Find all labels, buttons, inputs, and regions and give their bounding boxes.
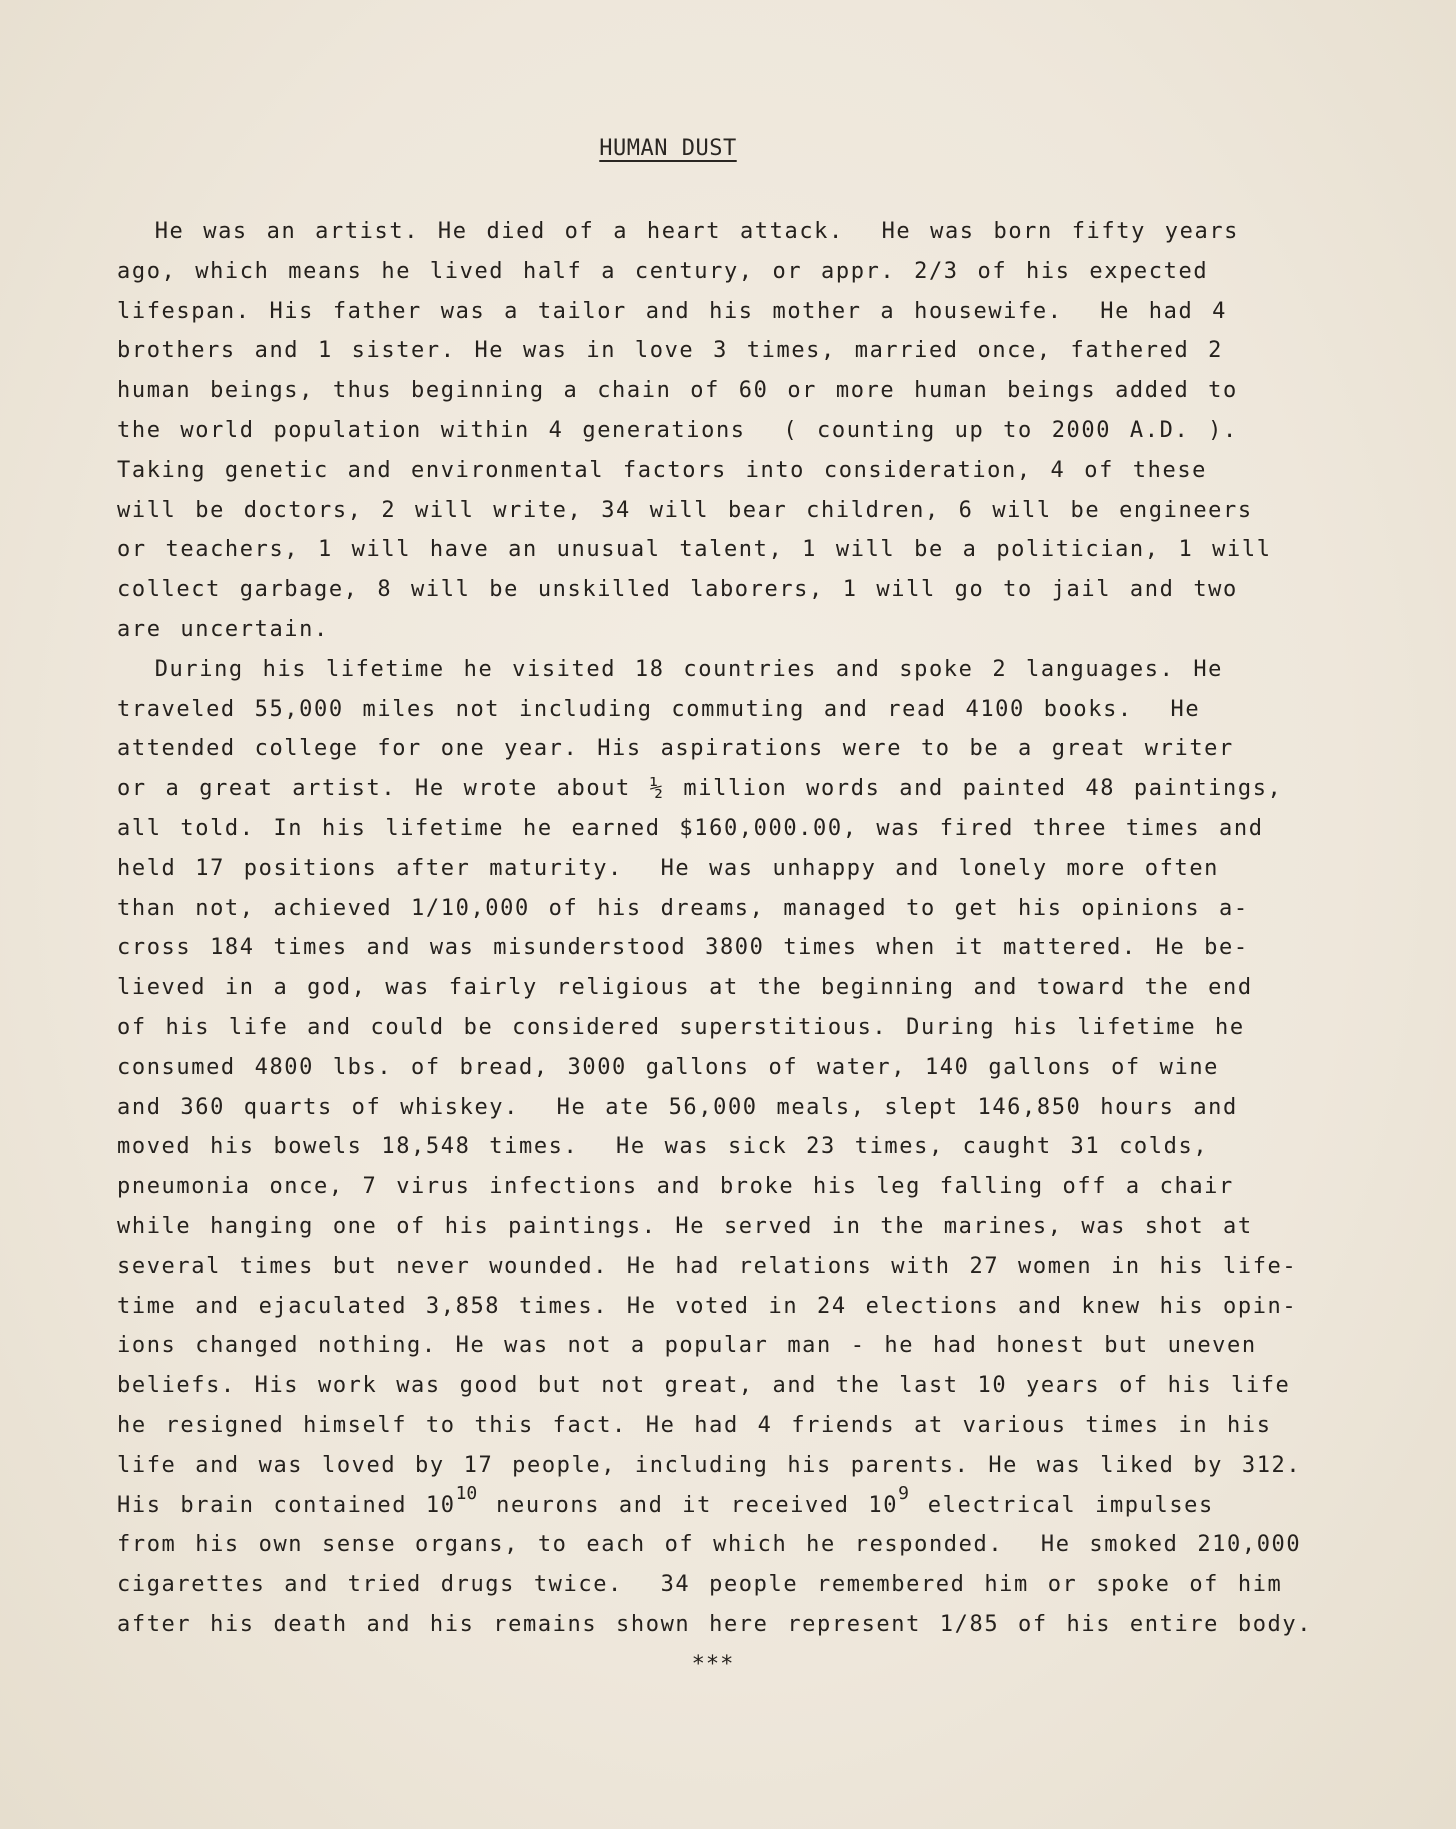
brain-text-a: His brain contained 10 [117, 1492, 456, 1518]
text-line: and 360 quarts of whiskey. He ate 56,000 meals, slept 146,850 hours and [117, 1094, 1238, 1120]
text-line: time and ejaculated 3,858 times. He voted in 24 elections and knew his opin- [117, 1293, 1298, 1319]
text-line: consumed 4800 lbs. of bread, 3000 gallons of water, 140 gallons of wine [117, 1054, 1220, 1080]
text-line: pneumonia once, 7 virus infections and broke his leg falling off a chair [117, 1174, 1234, 1200]
text-line: cigarettes and tried drugs twice. 34 people remembered him or spoke of him [117, 1572, 1283, 1598]
superscript-neurons-exponent: 10 [455, 1482, 478, 1504]
text-line: brothers and 1 sister. He was in love 3 times, married once, fathered 2 [117, 338, 1224, 364]
text-line: of his life and could be considered superstitious. During his lifetime he [117, 1014, 1245, 1040]
text-line: lifespan. His father was a tailor and his mother a housewife. He had 4 [117, 298, 1228, 324]
text-line: after his death and his remains shown here represent 1/85 of his entire body. [117, 1611, 1313, 1637]
text-line: than not, achieved 1/10,000 of his dreams, managed to get his opinions a- [117, 895, 1249, 921]
text-line: he resigned himself to this fact. He had 4 friends at various times in his [117, 1412, 1272, 1438]
text-line: moved his bowels 18,548 times. He was sick 23 times, caught 31 colds, [117, 1134, 1209, 1160]
text-line: beliefs. His work was good but not great, and the last 10 years of his life [117, 1373, 1291, 1399]
document-title-text: HUMAN DUST [599, 136, 737, 161]
text-line: life and was loved by 17 people, including his parents. He was liked by 312. [117, 1452, 1302, 1478]
text-line: or teachers, 1 will have an unusual talent, 1 will be a politician, 1 will [117, 537, 1272, 563]
text-line: several times but never wounded. He had relations with 27 women in his life- [117, 1253, 1298, 1279]
text-line-brain [117, 1482, 1367, 1526]
text-line: Taking genetic and environmental factors into consideration, 4 of these [117, 457, 1208, 483]
text-line: ions changed nothing. He was not a popular man - he had honest but uneven [117, 1333, 1257, 1359]
end-mark: *** [691, 1652, 735, 1677]
text-line: During his lifetime he visited 18 countries and spoke 2 languages. He [117, 656, 1224, 682]
text-line: cross 184 times and was misunderstood 3800 times when it mattered. He be- [117, 935, 1249, 961]
text-line: collect garbage, 8 will be unskilled laborers, 1 will go to jail and two [117, 577, 1238, 603]
text-line: are uncertain. [117, 616, 329, 642]
brain-text-b: neurons and it received 10 [477, 1492, 899, 1518]
text-line: attended college for one year. His aspirations were to be a great writer [117, 736, 1234, 762]
text-line: held 17 positions after maturity. He was unhappy and lonely more often [117, 855, 1220, 881]
body-text [117, 212, 1367, 1645]
text-line: traveled 55,000 miles not including commuting and read 4100 books. He [117, 696, 1201, 722]
text-line: the world population within 4 generations ( counting up to 2000 A.D. ). [117, 417, 1238, 443]
text-line: or a great artist. He wrote about ½ million words and painted 48 paintings, [117, 776, 1283, 802]
text-line: all told. In his lifetime he earned $160,000.00, was fired three times and [117, 815, 1264, 841]
text-line: human beings, thus beginning a chain of 60 or more human beings added to [117, 378, 1238, 404]
text-line: will be doctors, 2 will write, 34 will bear children, 6 will be engineers [117, 497, 1253, 523]
superscript-impulses-exponent: 9 [898, 1482, 909, 1504]
text-line: from his own sense organs, to each of which he responded. He smoked 210,000 [117, 1532, 1302, 1558]
text-line: ago, which means he lived half a century, or appr. 2/3 of his expected [117, 258, 1209, 284]
brain-text-c: electrical impulses [908, 1492, 1214, 1518]
text-line: while hanging one of his paintings. He served in the marines, was shot at [117, 1213, 1253, 1239]
document-title [0, 136, 1336, 161]
text-line: He was an artist. He died of a heart attack. He was born fifty years [117, 219, 1240, 244]
text-line: lieved in a god, was fairly religious at the beginning and toward the end [117, 975, 1253, 1001]
